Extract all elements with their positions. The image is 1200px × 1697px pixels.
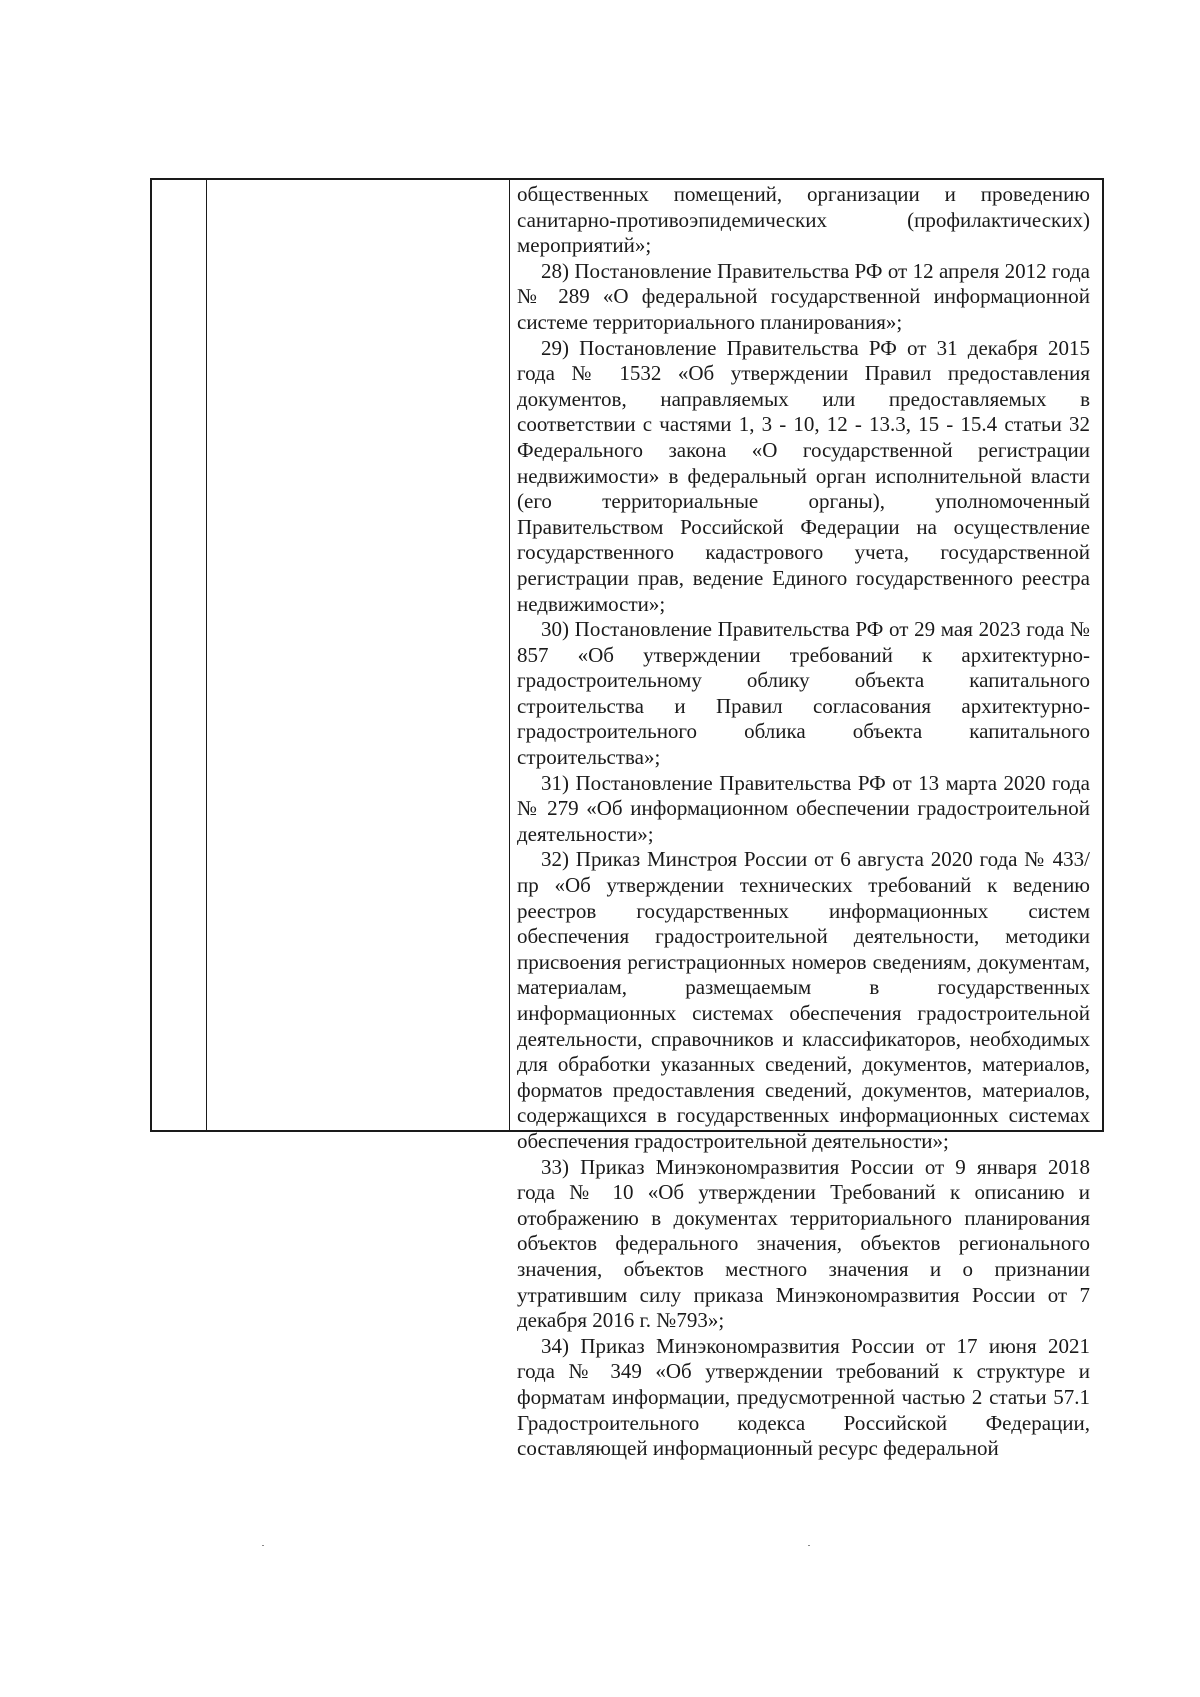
list-item-34: 34) Приказ Минэкономразвития России от 17 июня 2021 года № 349 «Об утверждении требований к структуре и форматам информации, предусмотренной частью 2 статьи 57.1 Градостроительного кодекса Российской Федерации, составляющей информационный ресурс федеральной: [517, 1333, 1090, 1461]
table-column-divider: [206, 180, 207, 1130]
table-cell-text: [517, 182, 1090, 1462]
scan-speck: [262, 1545, 264, 1546]
document-table: [150, 178, 1104, 1461]
list-item-33: 33) Приказ Минэкономразвития России от 9 января 2018 года № 10 «Об утверждении Требований к описанию и отображению в документах территориального планирования объектов федерального значения, объектов регионального значения, объектов местного значения и о признании утратившим силу приказа Минэкономразвития России от 7 декабря 2016 г. №793»;: [517, 1154, 1090, 1333]
paragraph-continuation: общественных помещений, организации и проведению санитарно-противоэпидемических (профилактических) мероприятий»;: [517, 182, 1090, 258]
list-item-32: 32) Приказ Минстроя России от 6 августа 2020 года № 433/пр «Об утверждении технических требований к ведению реестров государственных информационных систем обеспечения градостроительной деятельности, методики присвоения регистрационных номеров сведениям, документам, материалам, размещаемым в государственных информационных системах обеспечения градостроительной деятельности, справочников и классификаторов, необходимых для обработки указанных сведений, документов, материалов, форматов предоставления сведений, документов, материалов, содержащихся в государственных информационных системах обеспечения градостроительной деятельности»;: [517, 847, 1090, 1153]
list-item-31: 31) Постановление Правительства РФ от 13 марта 2020 года № 279 «Об информационном обеспечении градостроительной деятельности»;: [517, 770, 1090, 846]
list-item-29: 29) Постановление Правительства РФ от 31 декабря 2015 года № 1532 «Об утверждении Правил предоставления документов, направляемых или предоставляемых в соответствии с частями 1, 3 - 10, 12 - 13.3, 15 - 15.4 статьи 32 Федерального закона «О государственной регистрации недвижимости» в федеральный орган исполнительной власти (его территориальные органы), уполномоченный Правительством Российской Федерации на осуществление государственного кадастрового учета, государственной регистрации прав, ведение Единого государственного реестра недвижимости»;: [517, 335, 1090, 616]
list-item-28: 28) Постановление Правительства РФ от 12 апреля 2012 года № 289 «О федеральной государственной информационной системе территориального планирования»;: [517, 258, 1090, 334]
table-column-divider: [509, 180, 510, 1130]
list-item-30: 30) Постановление Правительства РФ от 29 мая 2023 года № 857 «Об утверждении требований к архитектурно-градостроительному облику объекта капитального строительства и Правил согласования архитектурно-градостроительного облика объекта капитального строительства»;: [517, 617, 1090, 770]
scan-speck: [808, 1545, 810, 1546]
